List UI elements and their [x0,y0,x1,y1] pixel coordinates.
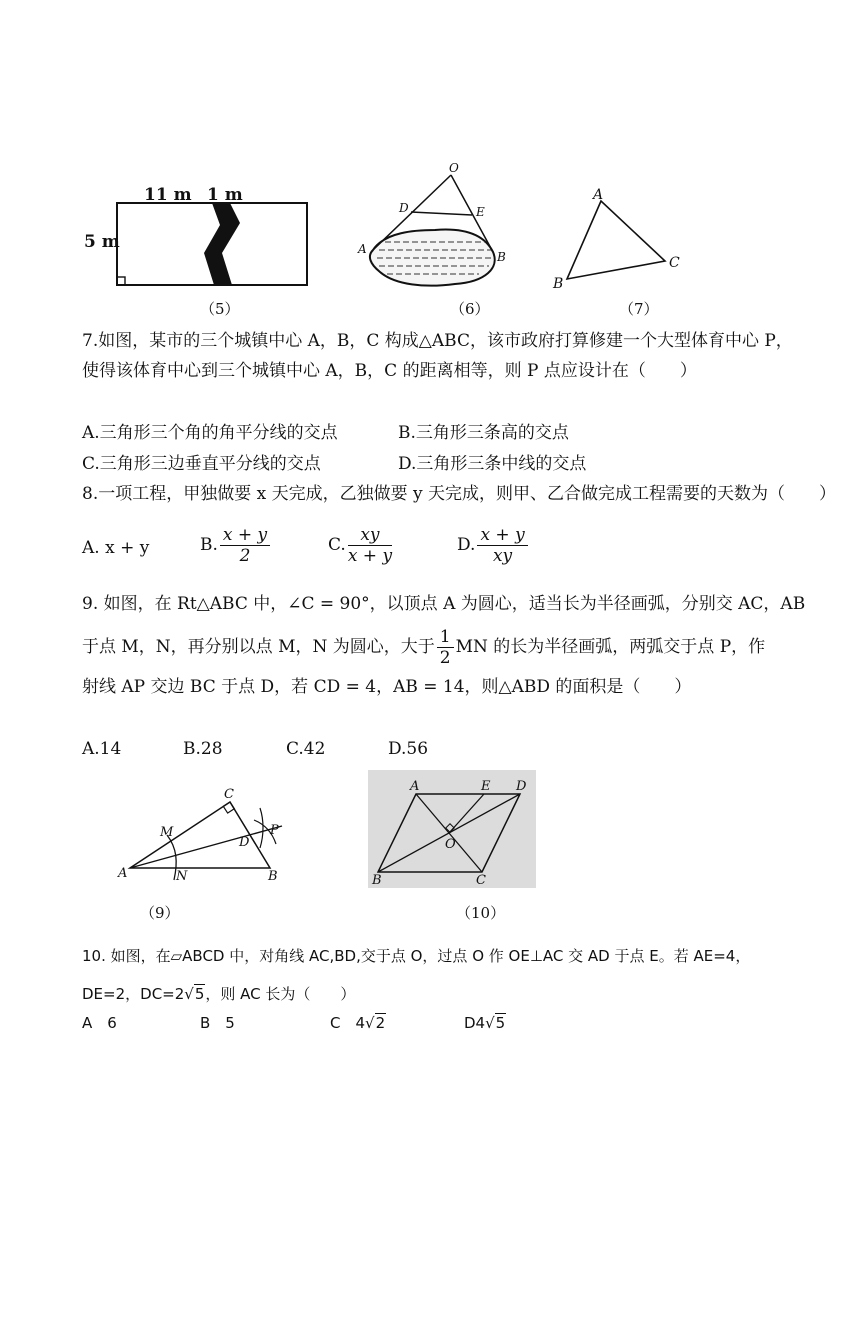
q9-line-3: 射线 AP 交边 BC 于点 D，若 CD = 4，AB = 14，则△ABD 的面积是（ ） [82,677,692,697]
point-B: B [553,276,564,292]
q8-stem: 8.一项工程，甲独做要 x 天完成，乙独做要 y 天完成，则甲、乙合做完成工程需要的天数为（ ） [82,484,837,504]
figure-6-drawing [355,160,515,320]
q9-option-a: A.14 [82,739,122,759]
point-O: O [449,161,459,175]
point-D: D [516,779,527,794]
q10-option-d: D4√5 [464,1014,506,1032]
figure-10-drawing [368,770,538,890]
q9-option-c: C.42 [286,739,326,759]
q10-option-c: C 4√2 [330,1014,386,1032]
point-E: E [481,779,491,794]
point-P: P [270,823,279,838]
q8-option-b: B. $\frac{x + y}{2}$ [200,525,272,566]
q7-line-2: 使得该体育中心到三个城镇中心 A，B，C 的距离相等，则 P 点应设计在（ ） [82,361,697,381]
q8-option-d: D. $\frac{x + y}{xy}$ [457,525,530,566]
figure-7 [545,185,695,320]
figure-7-drawing [545,185,695,295]
point-B: B [372,873,382,888]
point-A: A [358,242,367,256]
q7-option-c: C.三角形三边垂直平分线的交点 [82,454,321,474]
figure-5-caption: （5） [200,300,240,318]
figure-10-caption: （10） [456,904,506,922]
point-E: E [476,205,485,219]
label-1m: 1 m [207,185,243,205]
q8-option-b-fraction: $\frac{x + y}{2}$ [220,525,270,566]
point-M: M [160,825,174,840]
figure-10 [368,770,538,925]
q10-line-1: 10. 如图，在▱ABCD 中，对角线 AC,BD,交于点 O，过点 O 作 OE⊥AC 交 AD 于点 E。若 AE=4， [82,947,751,965]
point-C: C [476,873,486,888]
q8-option-c: C. $\frac{xy}{x + y}$ [328,525,393,566]
figure-9 [112,780,312,925]
q9-line-1: 9. 如图，在 Rt△ABC 中，∠C = 90°，以顶点 A 为圆心，适当长为半径画弧，分别交 AC，AB [82,594,806,614]
q10-option-b: B 5 [200,1014,235,1032]
q7-option-b: B.三角形三条高的交点 [398,423,569,443]
point-C: C [669,255,680,271]
figure-7-caption: （7） [619,300,659,318]
figure-6 [355,160,515,320]
figure-9-caption: （9） [140,904,180,922]
label-11m: 11 m [144,185,192,205]
figure-5 [82,185,312,320]
q7-option-d: D.三角形三条中线的交点 [398,454,587,474]
q10-option-a: A 6 [82,1014,117,1032]
q7-option-a: A.三角形三个角的角平分线的交点 [82,423,338,443]
point-A: A [410,779,420,794]
figure-9-drawing [112,780,312,890]
figure-6-caption: （6） [450,300,490,318]
q9-option-b: B.28 [183,739,223,759]
label-5m: 5 m [84,232,120,252]
point-A: A [118,866,128,881]
q8-option-d-fraction: $\frac{x + y}{xy}$ [477,525,527,566]
q8-option-a: A. x + y [82,538,150,558]
point-O: O [445,837,456,852]
q7-line-1: 7.如图，某市的三个城镇中心 A，B，C 构成△ABC，该市政府打算修建一个大型体育中心 P， [82,331,793,351]
q9-half-fraction: $\frac{1}{2}$ [437,627,454,668]
point-D: D [399,201,409,215]
figure-5-drawing [82,185,312,320]
q9-line-2: 于点 M，N，再分别以点 M，N 为圆心，大于 $\frac{1}{2}$ MN 的长为半径画弧，两弧交于点 P，作 [82,627,766,668]
point-D: D [239,835,250,850]
point-B: B [497,250,506,264]
point-B: B [268,869,278,884]
point-C: C [224,787,234,802]
q8-option-c-fraction: $\frac{xy}{x + y}$ [347,525,393,566]
point-A: A [593,187,604,203]
point-N: N [176,869,188,884]
q9-option-d: D.56 [388,739,429,759]
q10-line-2: DE=2，DC=2√5，则 AC 长为（ ） [82,985,356,1003]
